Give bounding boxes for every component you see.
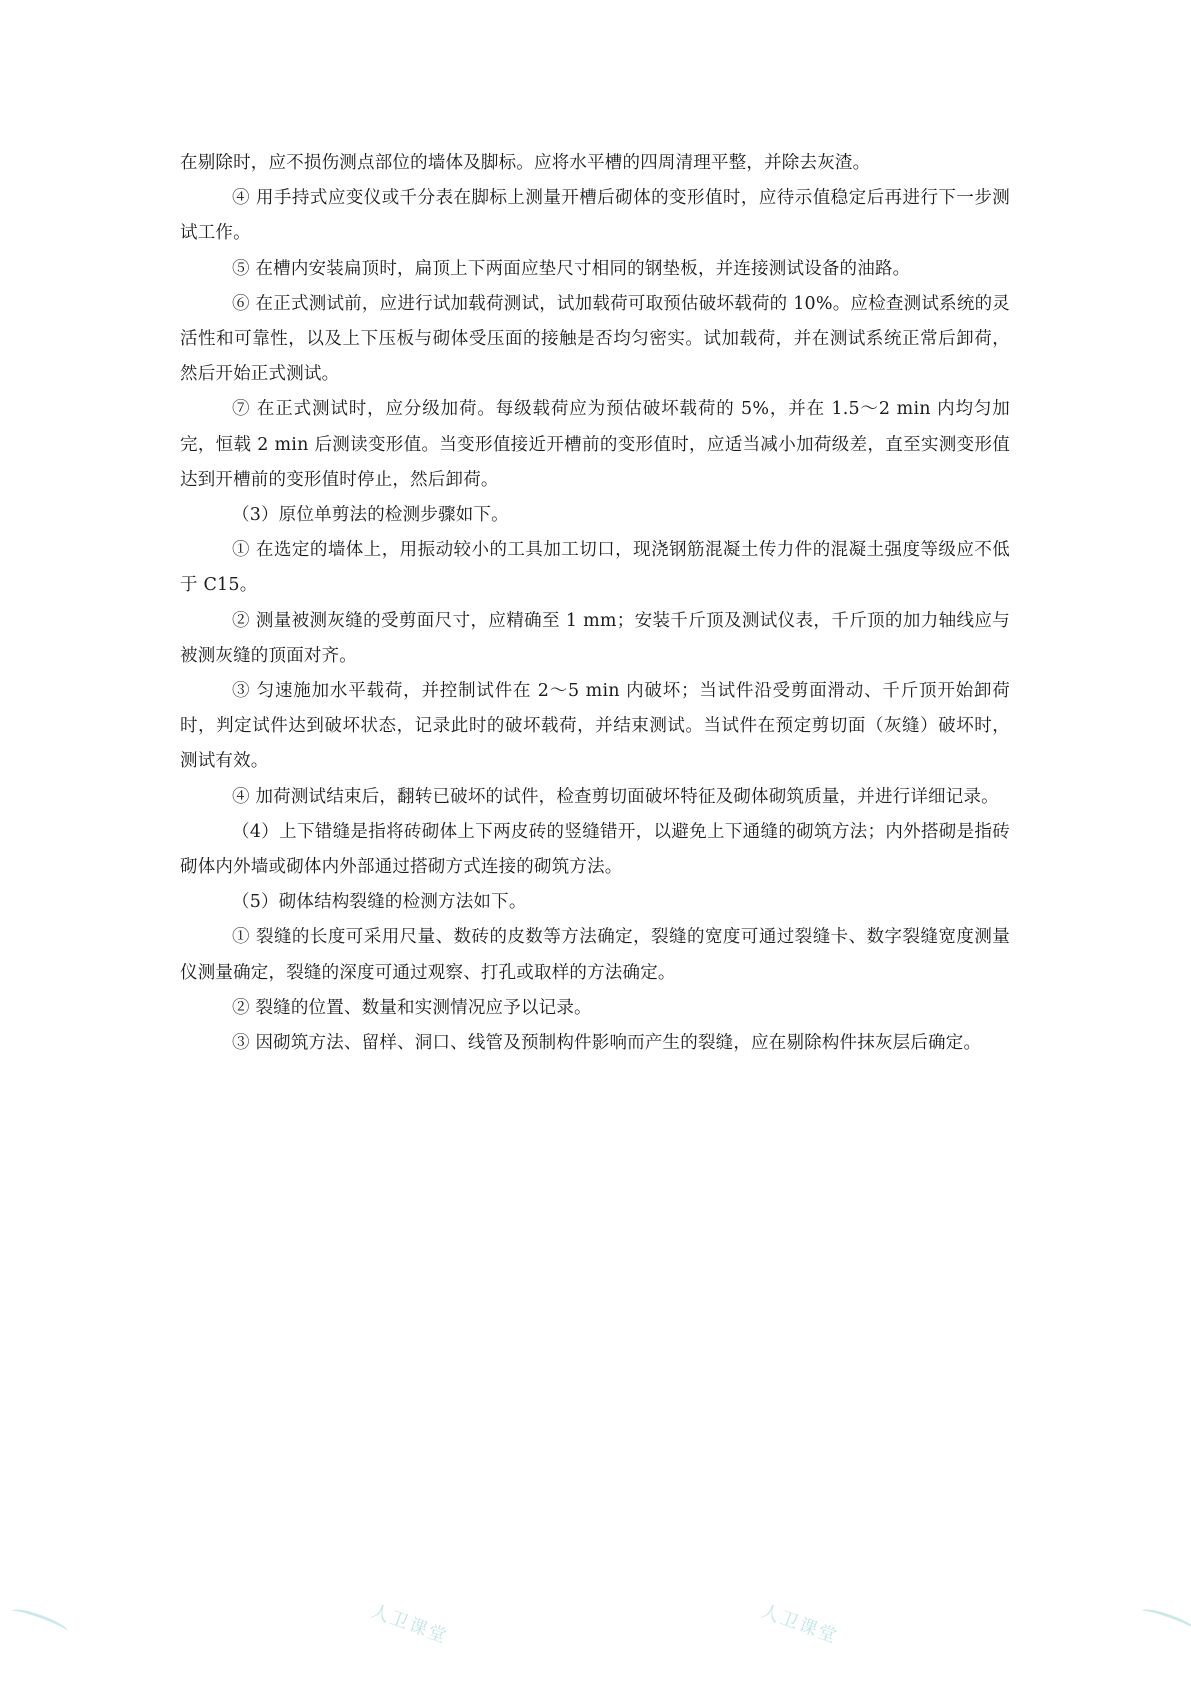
paragraph: 在剔除时，应不损伤测点部位的墙体及脚标。应将水平槽的四周清理平整，并除去灰渣。 <box>180 153 871 173</box>
paragraph: ⑦ 在正式测试时，应分级加荷。每级载荷应为预估破坏载荷的 5%，并在 1.5～2 min 内均匀加完，恒载 2 min 后测读变形值。当变形值接近开槽前的变形值时，应适当减小加荷级差，直至实测变形值达到开槽前的变形值时停止，然后卸荷。 <box>180 399 1010 490</box>
watermark-logo: 人卫课堂 <box>758 1600 841 1648</box>
paragraph: ① 在选定的墙体上，用振动较小的工具加工切口，现浇钢筋混凝土传力件的混凝土强度等级应不低于 C15。 <box>180 540 1010 596</box>
section-heading: （4）上下错缝是指将砖砌体上下两皮砖的竖缝错开，以避免上下通缝的砌筑方法；内外搭砌是指砖砌体内外墙或砌体内外部通过搭砌方式连接的砌筑方法。 <box>180 821 1010 878</box>
paragraph: ⑤ 在槽内安装扁顶时，扁顶上下两面应垫尺寸相同的钢垫板，并连接测试设备的油路。 <box>232 258 911 279</box>
paragraph: ② 测量被测灰缝的受剪面尺寸，应精确至 1 mm；安装千斤顶及测试仪表，千斤顶的加力轴线应与被测灰缝的顶面对齐。 <box>180 610 1010 666</box>
section-heading: （3）原位单剪法的检测步骤如下。 <box>232 505 509 526</box>
paragraph: ① 裂缝的长度可采用尺量、数砖的皮数等方法确定，裂缝的宽度可通过裂缝卡、数字裂缝宽度测量仪测量确定，裂缝的深度可通过观察、打孔或取样的方法确定。 <box>180 927 1010 983</box>
section-heading: （5）砌体结构裂缝的检测方法如下。 <box>232 892 527 913</box>
watermark-logo <box>1138 1600 1191 1640</box>
watermark-logo <box>8 1600 72 1640</box>
paragraph: ⑥ 在正式测试前，应进行试加载荷测试，试加载荷可取预估破坏载荷的 10%。应检查测试系统的灵活性和可靠性，以及上下压板与砌体受压面的接触是否均匀密实。试加载荷，并在测试系统正常后卸荷，然后开始正式测试。 <box>180 293 1010 385</box>
document-body <box>180 146 1010 1061</box>
paragraph: ③ 因砌筑方法、留样、洞口、线管及预制构件影响而产生的裂缝，应在剔除构件抹灰层后确定。 <box>232 1033 982 1054</box>
paragraph: ④ 加荷测试结束后，翻转已破坏的试件，检查剪切面破坏特征及砌体砌筑质量，并进行详细记录。 <box>232 786 999 807</box>
paragraph: ④ 用手持式应变仪或千分表在脚标上测量开槽后砌体的变形值时，应待示值稳定后再进行下一步测试工作。 <box>180 188 1010 244</box>
paragraph: ③ 匀速施加水平载荷，并控制试件在 2～5 min 内破坏；当试件沿受剪面滑动、千斤顶开始卸荷时，判定试件达到破坏状态，记录此时的破坏载荷，并结束测试。当试件在预定剪切面（灰缝）破坏时，测试有效。 <box>180 681 1010 772</box>
paragraph: ② 裂缝的位置、数量和实测情况应予以记录。 <box>232 997 592 1018</box>
watermark-logo: 人卫课堂 <box>368 1600 451 1648</box>
